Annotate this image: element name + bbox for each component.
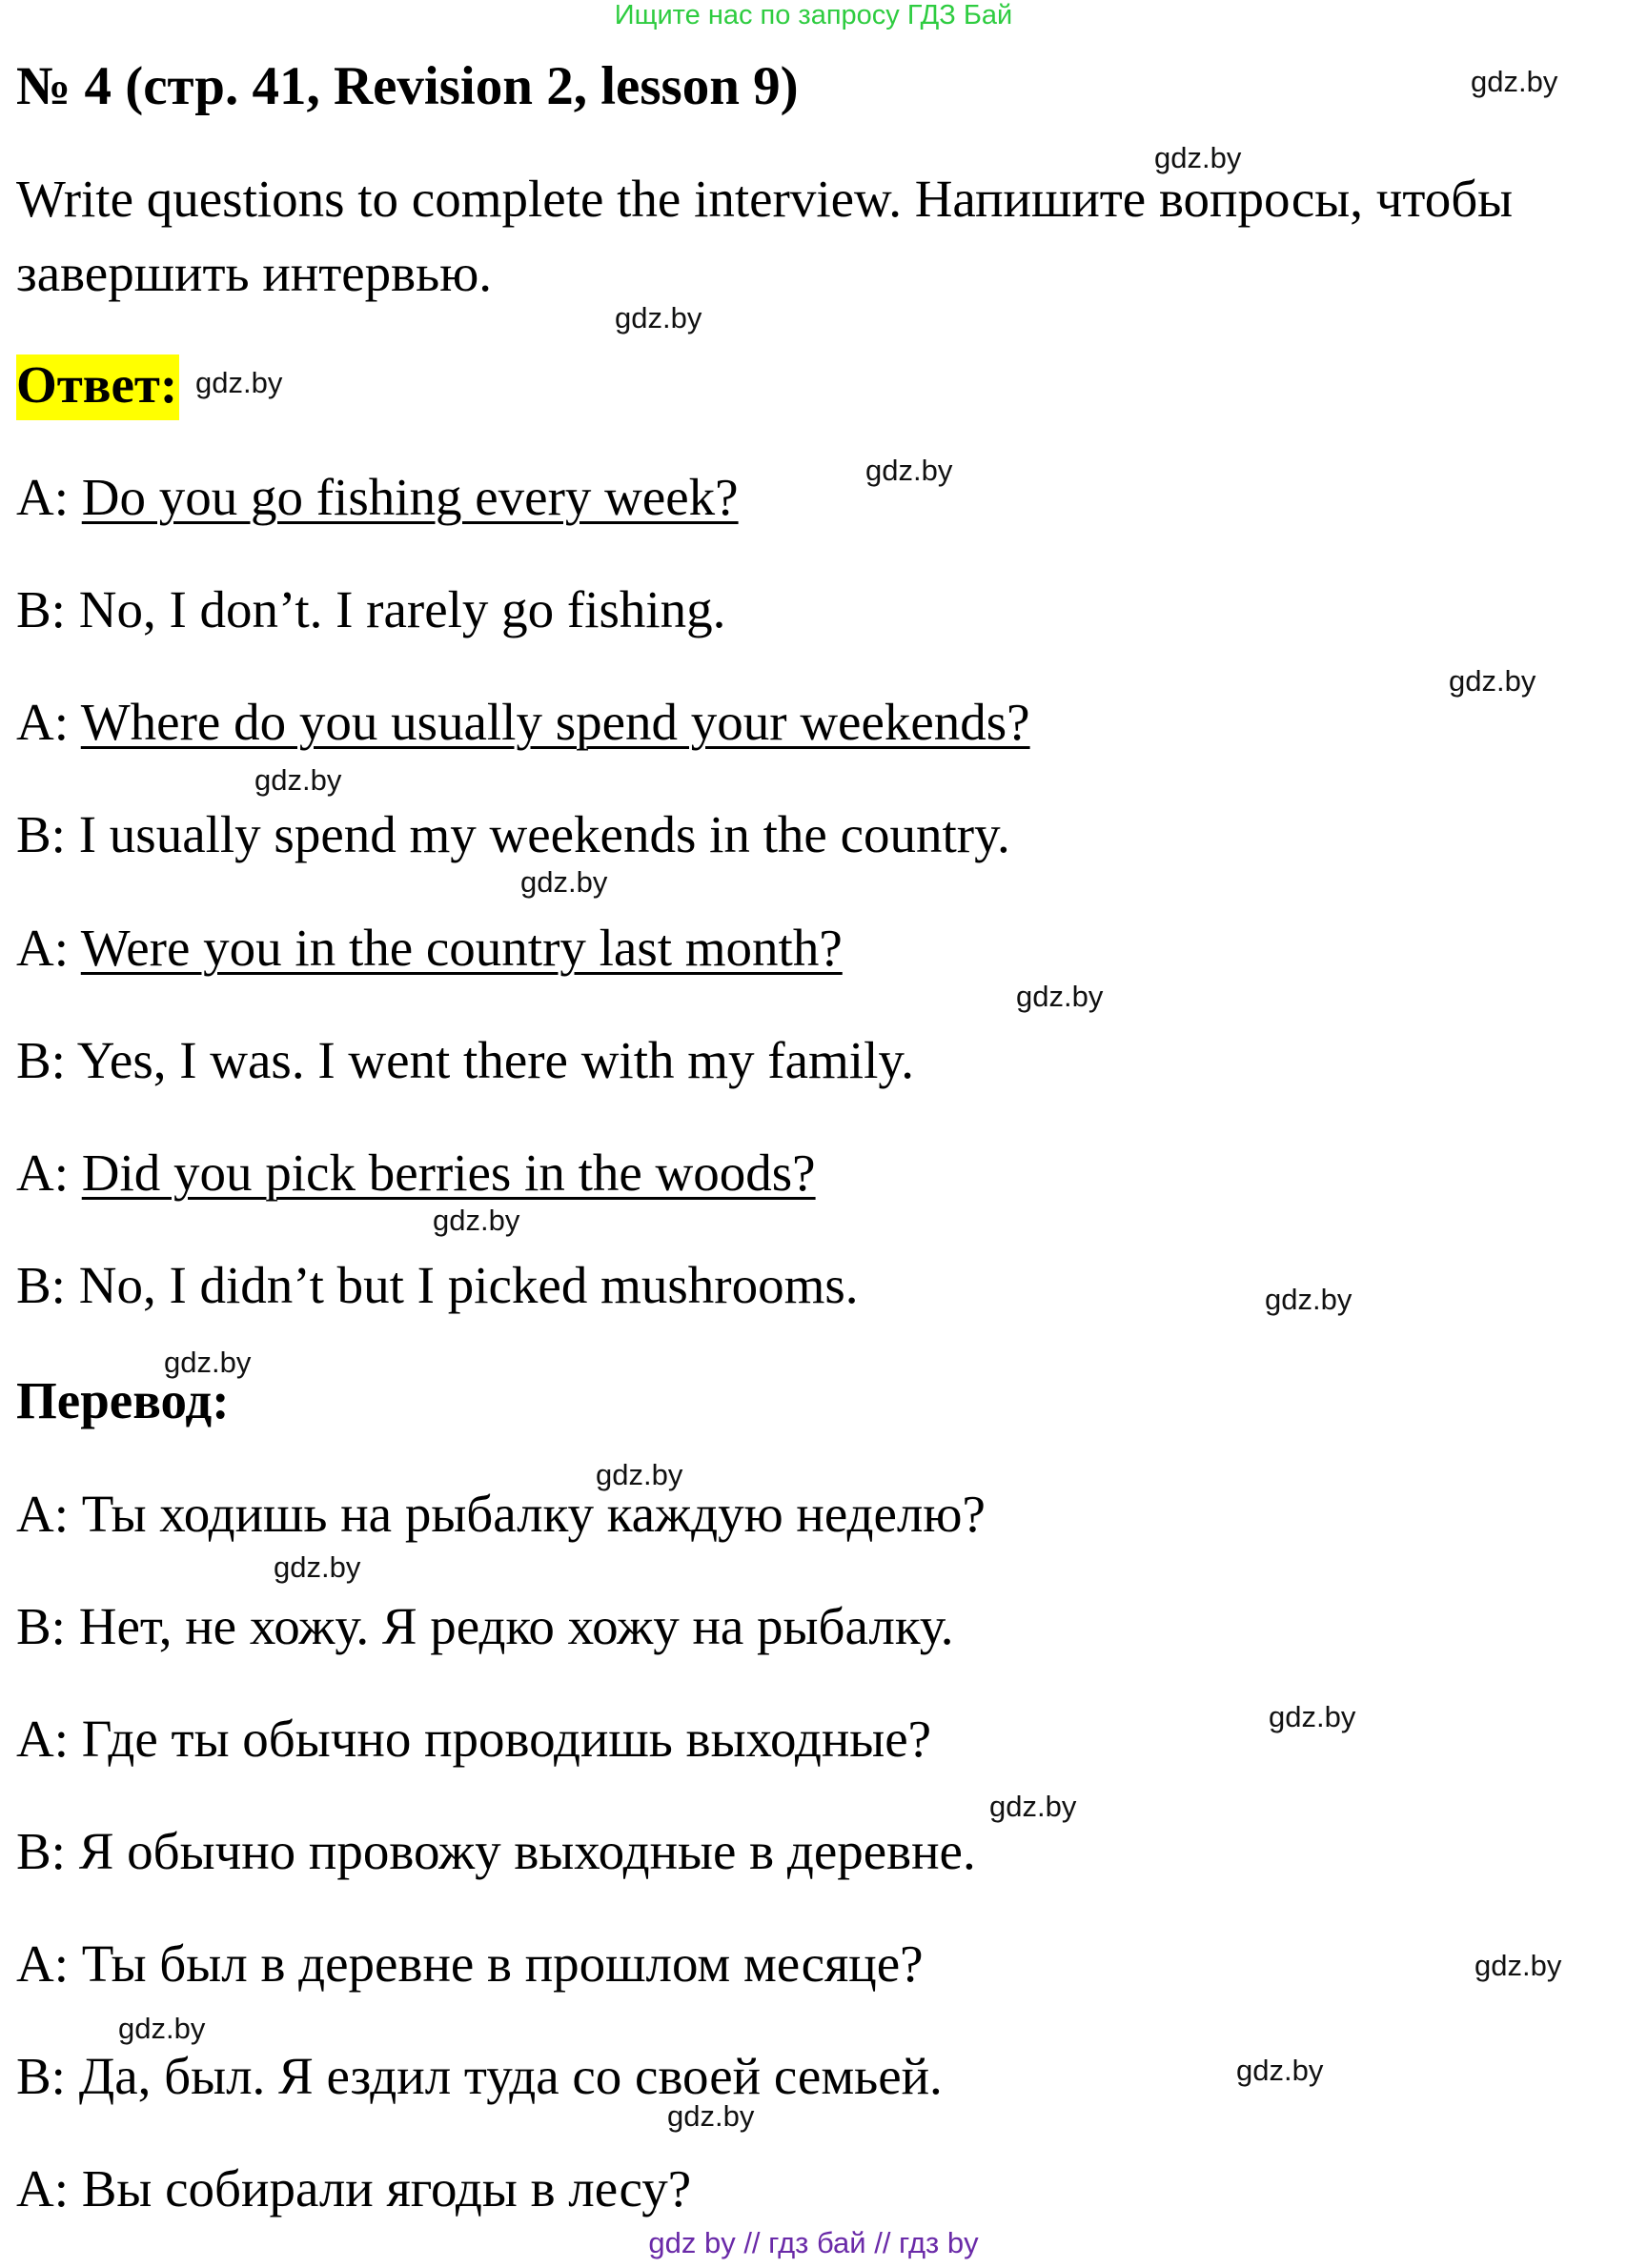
translation-text: Я обычно провожу выходные в деревне. [78, 1822, 976, 1880]
answer-question: Were you in the country last month? [80, 919, 843, 977]
watermark: gdz.by [1449, 664, 1536, 698]
watermark: gdz.by [667, 2099, 755, 2133]
dialogue-line [16, 1030, 914, 1090]
speaker-label: B: [16, 1031, 77, 1089]
speaker-label: A: [16, 1710, 82, 1768]
speaker-label: A: [16, 1144, 82, 1202]
translation-line [16, 1596, 954, 1656]
dialogue-line [16, 1143, 816, 1203]
watermark: gdz.by [1236, 2054, 1324, 2087]
translation-line [16, 2046, 943, 2106]
speaker-label: A: [16, 2159, 82, 2217]
dialogue-line [16, 1255, 859, 1315]
answer-question: Did you pick berries in the woods? [81, 1144, 816, 1202]
translation-line [16, 1709, 931, 1769]
translation-line [16, 1484, 986, 1544]
translation-text: Вы собирали ягоды в лесу? [81, 2159, 692, 2217]
watermark: gdz.by [989, 1790, 1077, 1823]
answer-label: Ответ: [16, 354, 179, 420]
speaker-label: B: [16, 2047, 79, 2105]
task-instruction: Write questions to complete the interview. Напишите вопросы, чтобы завершить интервью. [16, 170, 1514, 302]
watermark: gdz.by [1016, 980, 1104, 1013]
answer-question: Where do you usually spend your weekends? [80, 693, 1030, 751]
speaker-label: A: [16, 1934, 82, 1993]
watermark: gdz.by [1474, 1949, 1562, 1982]
dialogue-line [16, 692, 1030, 752]
watermark: gdz.by [118, 2012, 206, 2045]
dialogue-line [16, 918, 843, 978]
watermark: gdz.by [615, 301, 702, 334]
speaker-label: B: [16, 1597, 79, 1655]
watermark: gdz.by [254, 763, 342, 797]
translation-line [16, 1821, 976, 1881]
translation-label: Перевод: [16, 1371, 230, 1429]
speaker-label: B: [16, 805, 79, 863]
dialogue-reply: No, I don’t. I rarely go fishing. [78, 580, 726, 638]
answer-question: Do you go fishing every week? [81, 468, 739, 526]
speaker-label: A: [16, 1485, 82, 1543]
dialogue-reply: No, I didn’t but I picked mushrooms. [78, 1256, 859, 1314]
watermark: gdz.by [195, 366, 283, 399]
translation-text: Ты был в деревне в прошлом месяце? [81, 1934, 924, 1993]
speaker-label: A: [16, 919, 81, 977]
dialogue-line [16, 467, 739, 527]
dialogue-line [16, 579, 725, 639]
speaker-label: B: [16, 1256, 79, 1314]
watermark: gdz.by [1154, 141, 1242, 174]
translation-text: Нет, не хожу. Я редко хожу на рыбалку. [78, 1597, 954, 1655]
translation-text: Да, был. Я ездил туда со своей семьей. [78, 2047, 943, 2105]
watermark: gdz.by [520, 865, 608, 899]
speaker-label: A: [16, 693, 81, 751]
watermark: gdz.by [1471, 65, 1558, 98]
translation-text: Ты ходишь на рыбалку каждую неделю? [81, 1485, 986, 1543]
search-banner: Ищите нас по запросу ГДЗ Бай [614, 0, 1013, 30]
watermark: gdz.by [1269, 1700, 1356, 1733]
watermark: gdz.by [433, 1204, 520, 1237]
watermark: gdz.by [596, 1458, 683, 1491]
exercise-title: № 4 (стр. 41, Revision 2, lesson 9) [16, 56, 799, 116]
speaker-label: A: [16, 468, 82, 526]
footer-watermark: gdz by // гдз бай // гдз by [648, 2226, 979, 2259]
watermark: gdz.by [164, 1346, 252, 1379]
dialogue-line [16, 804, 1010, 864]
watermark: gdz.by [865, 454, 953, 487]
dialogue-reply: I usually spend my weekends in the country. [78, 805, 1010, 863]
translation-text: Где ты обычно проводишь выходные? [81, 1710, 932, 1768]
watermark: gdz.by [1265, 1283, 1352, 1316]
speaker-label: B: [16, 580, 79, 638]
translation-line [16, 1934, 924, 1994]
translation-line [16, 2158, 691, 2218]
watermark: gdz.by [274, 1550, 361, 1584]
speaker-label: B: [16, 1822, 79, 1880]
dialogue-reply: Yes, I was. I went there with my family. [76, 1031, 915, 1089]
